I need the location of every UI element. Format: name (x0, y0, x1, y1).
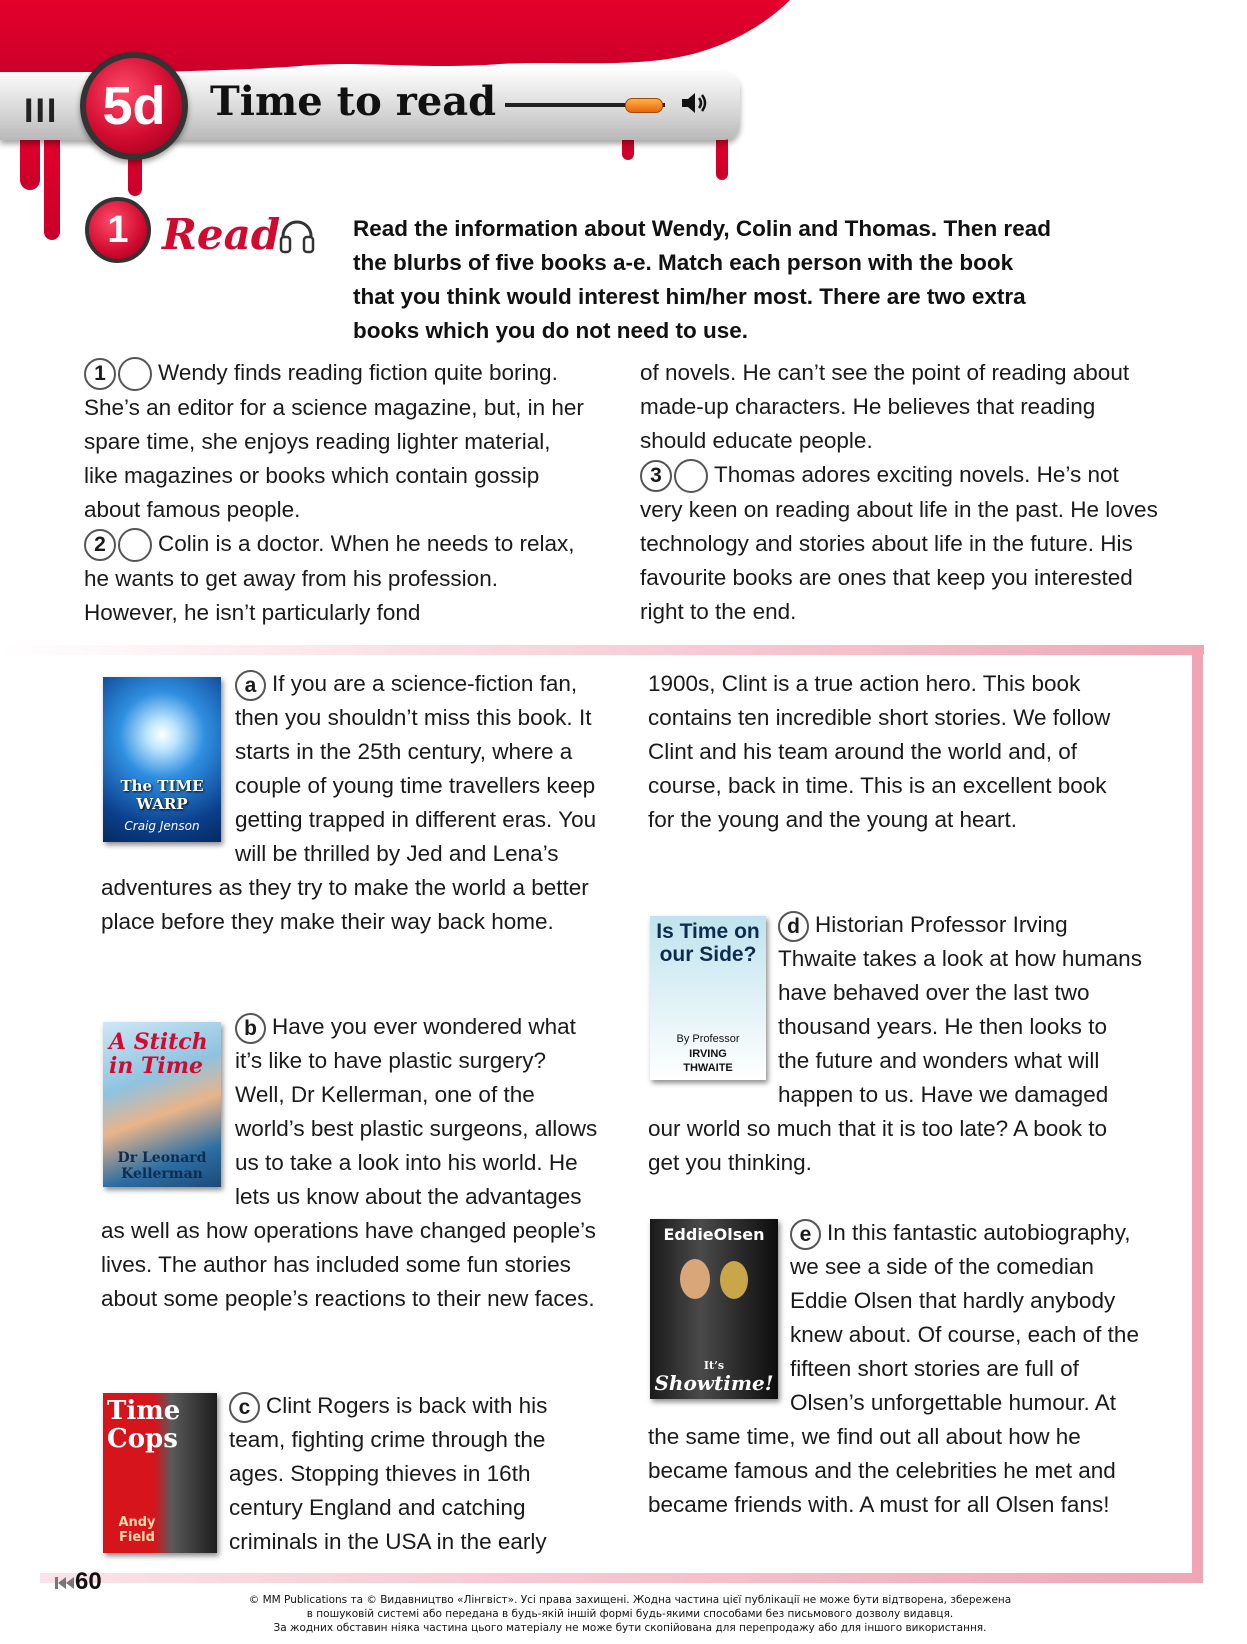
cover-subtitle: Showtime! (654, 1371, 774, 1395)
copyright-notice (200, 1593, 1060, 1635)
copyright-line: За жодних обставин ніяка частина цього матеріалу не може бути скопійована для перепродажу або для іншого використання. (273, 1622, 987, 1634)
person-colin-continued: of novels. He can’t see the point of reading about made-up characters. He believes that reading should educate people. (640, 360, 1130, 453)
page-number-text: 60 (75, 1568, 102, 1595)
person-text: Wendy finds reading fiction quite boring. She’s an editor for a science magazine, but, in her spare time, she enjoys reading lighter material, like magazines or books which contain gossip about famous people. (84, 360, 584, 523)
book-cover-a (103, 677, 221, 842)
book-cover-e (650, 1219, 778, 1399)
person-number: 2 (84, 529, 116, 561)
person-wendy (84, 356, 584, 527)
book-letter: e (790, 1219, 821, 1250)
unit-badge: 5d (80, 52, 188, 160)
cover-title: EddieOlsen (663, 1225, 765, 1244)
frame-bottom-border (40, 1573, 1203, 1583)
cover-title: Is Time on our Side? (656, 920, 760, 966)
cover-subtitle-small: It’s (703, 1359, 725, 1372)
book-letter: c (229, 1392, 260, 1423)
answer-circle[interactable] (118, 528, 152, 562)
cover-author: Dr Leonard Kellerman (117, 1150, 207, 1182)
person-text: Thomas adores exciting novels. He’s not very keen on reading about life in the past. He loves technology and stories about life in the future. His favourite books are ones that keep you interested right to the end. (640, 462, 1158, 625)
headphones-icon[interactable] (278, 218, 316, 254)
book-letter: d (778, 911, 809, 942)
book-text: Clint Rogers is back with his team, fighting crime through the ages. Stopping thieves in 16th century England and catching criminals in the USA in the early (229, 1393, 548, 1554)
book-letter: b (235, 1013, 266, 1044)
book-text: Historian Professor Irving Thwaite takes a look at how humans have behaved over the last two thousand years. He then looks to the future and wonders what will happen to us. Have we damaged our world so much that it is too late? A book to get you thinking. (648, 912, 1142, 1175)
book-cover-c (103, 1393, 217, 1553)
cover-mask-image (720, 1261, 748, 1299)
exercise-number: 1 (85, 197, 151, 263)
cover-author: IRVING THWAITE (683, 1048, 733, 1074)
people-column-right (640, 356, 1160, 629)
cover-face-image (680, 1259, 710, 1299)
page-number (55, 1568, 102, 1596)
answer-circle[interactable] (674, 459, 708, 493)
copyright-line: © MM Publications та © Видавництво «Лінгвіст». Усі права захищені. Жодна частина цієї публікації не може бути відтворена, збережена (248, 1594, 1012, 1606)
rewind-icon (55, 1576, 75, 1590)
exercise-instruction: Read the information about Wendy, Colin and Thomas. Then read the blurbs of five books a-e. Match each person with the book that you think would interest him/her most. There are two extra books which you do not need to use. (353, 216, 1051, 343)
book-letter: a (235, 670, 266, 701)
book-blurb-c-continued: 1900s, Clint is a true action hero. This book contains ten incredible short stories. We follow Clint and his team around the world and, of course, back in time. This is an excellent book for the young and the young at heart. (648, 671, 1111, 832)
frame-top-border (0, 645, 1204, 655)
book-text: Have you ever wondered what it’s like to have plastic surgery? Well, Dr Kellerman, one of the world’s best plastic surgeons, allows us to take a look into his world. He lets us know about the advantages as well as how operations have changed people’s lives. The author has included some fun stories about some people’s reactions to their new faces. (101, 1014, 598, 1311)
person-thomas (640, 458, 1160, 629)
cover-title: The TIME WARP (120, 777, 204, 813)
person-number: 3 (640, 460, 672, 492)
answer-circle[interactable] (118, 357, 152, 391)
audio-slider-knob[interactable] (625, 98, 663, 113)
book-text: If you are a science-fiction fan, then you shouldn’t miss this book. It starts in the 25th century, where a couple of young time travellers keep getting trapped in different eras. You will be thrilled by Jed and Lena’s adventures as they try to make the world a better place before they make their way back home. (101, 671, 597, 934)
book-cover-d (650, 916, 766, 1080)
cover-author: Andy Field (118, 1515, 156, 1545)
person-colin (84, 527, 584, 630)
copyright-line: в пошуковій системі або передана в будь-якій іншій формі будь-якими способами без письмового дозволу видавця. (306, 1608, 954, 1620)
cover-author: Craig Jenson (124, 819, 200, 833)
people-column-left (84, 356, 584, 630)
unit-bars: III (24, 92, 59, 130)
person-number: 1 (84, 358, 116, 390)
cover-title: Time Cops (107, 1396, 181, 1454)
speaker-icon[interactable] (680, 90, 708, 116)
person-text: Colin is a doctor. When he needs to relax, he wants to get away from his profession. However, he isn’t particularly fond (84, 531, 575, 626)
cover-author-prefix: By Professor (676, 1033, 740, 1045)
page-title: Time to read (210, 78, 497, 125)
exercise-label: Read (162, 210, 281, 259)
book-text: In this fantastic autobiography, we see a side of the comedian Eddie Olsen that hardly anybody knew about. Of course, each of the fifteen short stories are full of Olsen’s unforgettable humour. At the same time, we find out all about how he became famous and the celebrities he met and became friends with. A must for all Olsen fans! (648, 1220, 1139, 1517)
cover-title: A Stitch in Time (109, 1029, 208, 1079)
frame-right-border (1192, 645, 1203, 1583)
book-cover-b (103, 1022, 221, 1187)
